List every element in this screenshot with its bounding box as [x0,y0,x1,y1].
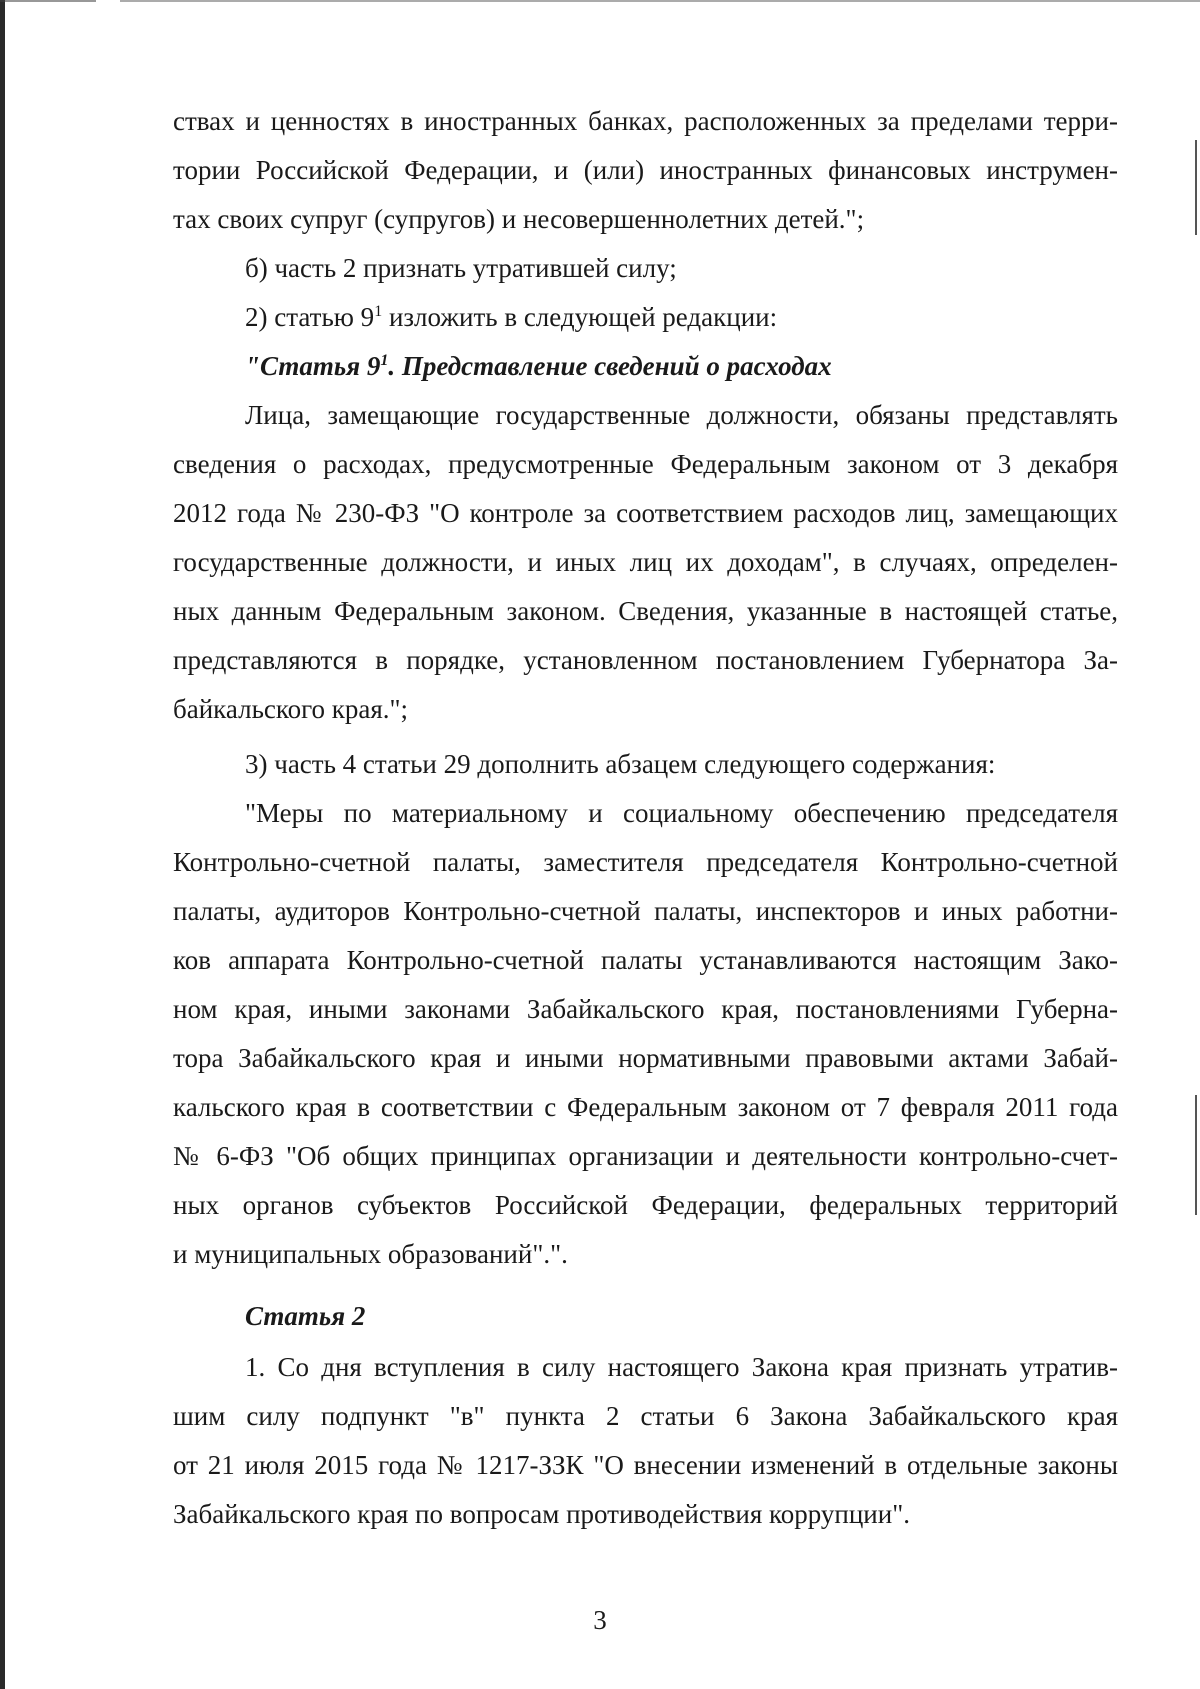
text-line: ных данным Федеральным законом. Сведения, указанные в настоящей статье, [173,596,1118,626]
heading-text: "Статья 9 [245,351,381,381]
text-line: б) часть 2 признать утратившей силу; [245,253,677,283]
superscript: 1 [374,303,383,320]
article-2-heading: Статья 2 [245,1301,366,1331]
scan-top-edge [0,0,1200,2]
article-9-1-heading [245,349,1118,383]
text-line: государственные должности, и иных лиц их доходам", в случаях, определен- [173,547,1118,577]
text-line: тории Российской Федерации, и (или) иностранных финансовых инструмен- [173,155,1118,185]
text-line: Лица, замещающие государственные должности, обязаны представлять [245,400,1118,430]
text-line: представляются в порядке, установленном постановлением Губернатора За- [173,645,1118,675]
text-line: ном края, иными законами Забайкальского края, постановлениями Губерна- [173,994,1118,1024]
text-line: Забайкальского края по вопросам противодействия коррупции". [173,1499,910,1529]
scan-right-mark [1195,1095,1197,1215]
text-line: тора Забайкальского края и иными нормативными правовыми актами Забай- [173,1043,1118,1073]
text-line: 3) часть 4 статьи 29 дополнить абзацем следующего содержания: [245,749,996,779]
scan-right-mark [1195,140,1197,235]
text-line: от 21 июля 2015 года № 1217-ЗЗК "О внесении изменений в отдельные законы [173,1450,1118,1480]
text-line: шим силу подпункт "в" пункта 2 статьи 6 Закона Забайкальского края [173,1401,1118,1431]
text-line: ков аппарата Контрольно-счетной палаты устанавливаются настоящим Зако- [173,945,1118,975]
text-line: палаты, аудиторов Контрольно-счетной палаты, инспекторов и иных работни- [173,896,1118,926]
text-line: № 6-ФЗ "Об общих принципах организации и деятельности контрольно-счет- [173,1141,1118,1171]
text-line: кальского края в соответствии с Федеральным законом от 7 февраля 2011 года [173,1092,1118,1122]
text-line: 1. Со дня вступления в силу настоящего Закона края признать утратив- [245,1352,1118,1382]
text-line: Контрольно-счетной палаты, заместителя председателя Контрольно-счетной [173,847,1118,877]
item-2-text: 2) статью 9 [245,302,375,332]
text-line: тах своих супруг (супругов) и несовершеннолетних детей."; [173,204,865,234]
text-line: ствах и ценностях в иностранных банках, расположенных за пределами терри- [173,106,1118,136]
text-line: и муниципальных образований".". [173,1239,568,1269]
item-2-tail: изложить в следующей редакции: [382,302,778,332]
scan-left-edge [0,0,5,1689]
page-number: 3 [593,1605,607,1635]
item-2-line [245,300,1118,334]
heading-tail: . Представление сведений о расходах [388,351,832,381]
text-line: 2012 года № 230-ФЗ "О контроле за соответствием расходов лиц, замещающих [173,498,1118,528]
text-line: "Меры по материальному и социальному обеспечению председателя [245,798,1118,828]
text-line: байкальского края."; [173,694,409,724]
heading-superscript: 1 [380,352,389,369]
text-line: сведения о расходах, предусмотренные Федеральным законом от 3 декабря [173,449,1118,479]
text-line: ных органов субъектов Российской Федерации, федеральных территорий [173,1190,1118,1220]
